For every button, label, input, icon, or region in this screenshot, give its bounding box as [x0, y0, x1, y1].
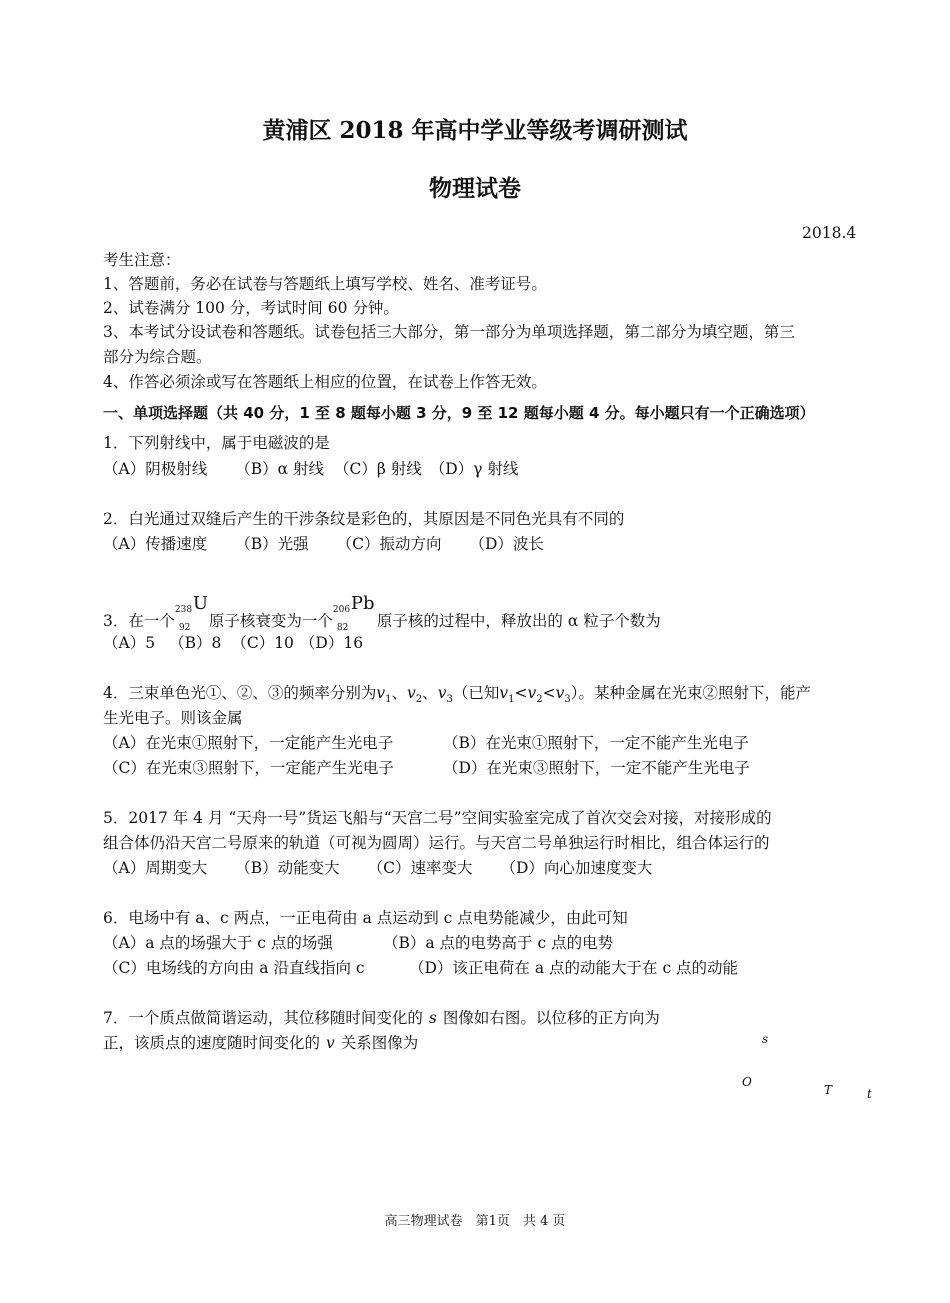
question-stem: 3．在一个 238 92 U 原子核衰变为一个 206 82 Pb 原子核的过程中，释放出的 α 粒子个数为	[103, 593, 661, 633]
question-options	[103, 633, 363, 653]
notice-item: 1、答题前，务必在试卷与答题纸上填写学校、姓名、准考证号。	[103, 275, 547, 293]
option-b: （B）a 点的电势高于 c 点的电势	[383, 934, 614, 952]
question-options	[103, 459, 546, 479]
option-b: （B）8	[169, 634, 222, 652]
option-b: （B）α 射线	[235, 460, 324, 478]
question-options	[103, 958, 738, 978]
option-b: （B）光强	[235, 535, 309, 553]
question-stem: 7．一个质点做简谐运动，其位移随时间变化的 s 图像如右图。以位移的正方向为	[103, 1009, 660, 1027]
option-d: （D）16	[299, 634, 364, 652]
option-a: （A）传播速度	[103, 535, 208, 553]
option-d: （D）在光束③照射下，一定不能产生光电子	[443, 759, 750, 777]
graph-s-label: s	[762, 1032, 769, 1046]
question-stem-line2: 正，该质点的速度随时间变化的 v 关系图像为	[103, 1034, 419, 1052]
page-title: 黄浦区 2018 年高中学业等级考调研测试	[262, 117, 688, 144]
option-c: （C）电场线的方向由 a 沿直线指向 c	[103, 959, 365, 977]
question-stem: 4．三束单色光①、②、③的频率分别为$v_1$、$v_2$、$v_3$（已知$v_1<v_2<v_3$）。某种金属在光束②照射下，能产	[103, 684, 812, 706]
question-stem: 1．下列射线中，属于电磁波的是	[103, 434, 330, 452]
notice-item: 部分为综合题。	[103, 348, 212, 366]
option-a: （A）在光束①照射下，一定能产生光电子	[103, 734, 394, 752]
option-d: （D）该正电荷在 a 点的动能大于在 c 点的动能	[409, 959, 739, 977]
option-d: （D）向心加速度变大	[500, 859, 653, 877]
option-a: （A）阴极射线	[103, 460, 208, 478]
option-b: （B）动能变大	[235, 859, 340, 877]
graph-t-label: t	[867, 1087, 872, 1101]
lead-nuclide: 206 82 Pb	[332, 593, 375, 633]
question-options	[103, 733, 749, 753]
question-options	[103, 758, 750, 778]
question-options	[103, 933, 613, 953]
option-a: （A）周期变大	[103, 859, 208, 877]
question-stem: 2．白光通过双缝后产生的干涉条纹是彩色的，其原因是不同色光具有不同的	[103, 510, 625, 528]
question-options	[103, 858, 680, 878]
option-a: （A）5	[103, 634, 156, 652]
notice-item: 4、作答必须涂或写在答题纸上相应的位置，在试卷上作答无效。	[103, 373, 547, 391]
question-stem: 6．电场中有 a、c 两点，一正电荷由 a 点运动到 c 点电势能减少，由此可知	[103, 909, 628, 927]
question-stem-line2: 生光电子。则该金属	[103, 709, 243, 727]
option-c: （C）振动方向	[336, 535, 442, 553]
question-options	[103, 534, 572, 554]
option-a: （A）a 点的场强大于 c 点的场强	[103, 934, 333, 952]
option-c: （C）在光束③照射下，一定能产生光电子	[103, 759, 394, 777]
notice-item: 2、试卷满分 100 分，考试时间 60 分钟。	[103, 299, 399, 317]
graph-period-label: T	[824, 1083, 833, 1097]
question-stem: 5．2017 年 4 月 “天舟一号”货运飞船与“天宫二号”空间实验室完成了首次交会对接，对接形成的	[103, 809, 772, 827]
exam-date: 2018.4	[802, 224, 857, 242]
graph-origin-label: O	[742, 1075, 752, 1089]
uranium-nuclide: 238 92 U	[174, 593, 209, 633]
option-c: （C）β 射线	[334, 460, 422, 478]
option-d: （D）波长	[469, 535, 544, 553]
page-footer: 高三物理试卷 第1页 共 4 页	[384, 1214, 566, 1229]
option-c: （C）速率变大	[367, 859, 473, 877]
section-heading: 一、单项选择题（共 40 分，1 至 8 题每小题 3 分，9 至 12 题每小题 4 分。每小题只有一个正确选项）	[103, 404, 815, 422]
question-stem-line2: 组合体仍沿天宫二号原来的轨道（可视为圆周）运行。与天宫二号单独运行时相比，组合体运行的	[103, 834, 770, 852]
option-c: （C）10	[231, 634, 294, 652]
option-b: （B）在光束①照射下，一定不能产生光电子	[443, 734, 749, 752]
option-d: （D）γ 射线	[429, 460, 519, 478]
notice-item: 3、本考试分设试卷和答题纸。试卷包括三大部分，第一部分为单项选择题，第二部分为填空题，第三	[103, 323, 795, 341]
notice-heading: 考生注意：	[103, 251, 181, 269]
page-subtitle: 物理试卷	[429, 175, 521, 202]
